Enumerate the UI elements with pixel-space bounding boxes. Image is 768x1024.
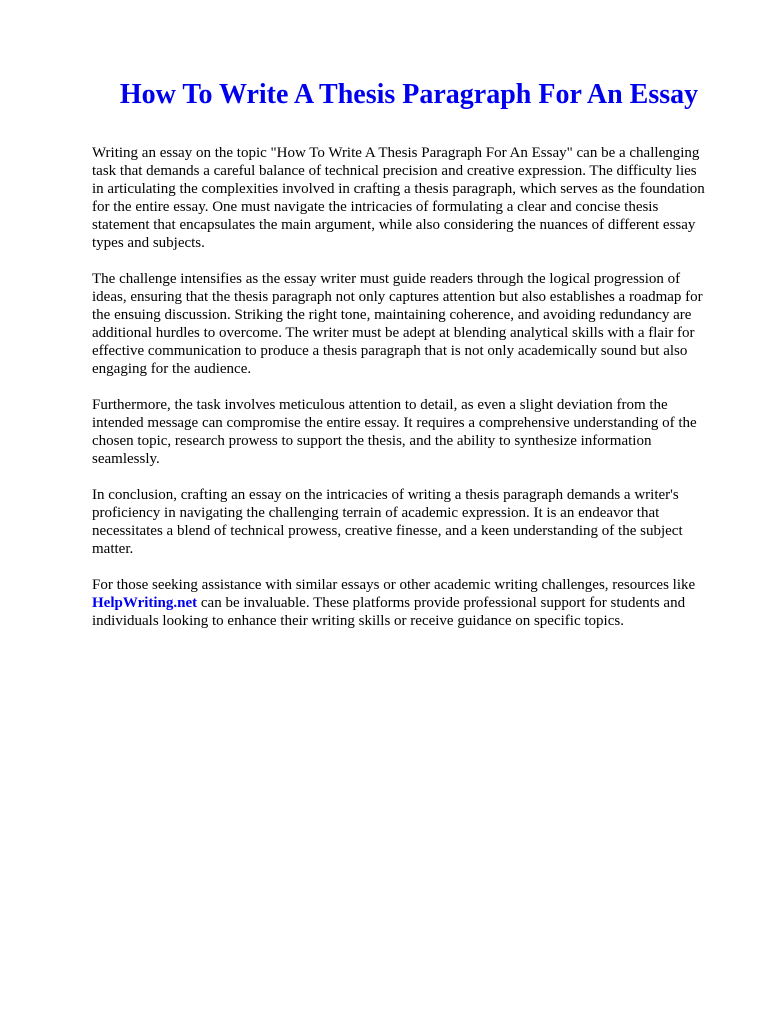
paragraph-1: Writing an essay on the topic "How To Write A Thesis Paragraph For An Essay" can be a challenging task that demands a careful balance of technical precision and creative expression. The difficulty lies in articulating the complexities involved in crafting a thesis paragraph, which serves as the foundation for the entire essay. One must navigate the intricacies of formulating a clear and concise thesis statement that encapsulates the main argument, while also considering the nuances of different essay types and subjects.: [92, 145, 705, 251]
page-title: How To Write A Thesis Paragraph For An Essay: [119, 79, 699, 110]
document-body: [92, 144, 708, 630]
helpwriting-link[interactable]: HelpWriting.net: [92, 595, 198, 611]
paragraph-5-text-before-link: For those seeking assistance with similar essays or other academic writing challenges, resources like: [92, 577, 696, 593]
paragraph-5-text-after-link: can be invaluable. These platforms provide professional support for students and individuals looking to enhance their writing skills or receive guidance on specific topics.: [92, 595, 686, 629]
paragraph-4: In conclusion, crafting an essay on the intricacies of writing a thesis paragraph demands a writer's proficiency in navigating the challenging terrain of academic expression. It is an endeavor that necessitates a blend of technical prowess, creative finesse, and a keen understanding of the subject matter.: [92, 487, 683, 557]
paragraph-3: Furthermore, the task involves meticulous attention to detail, as even a slight deviation from the intended message can compromise the entire essay. It requires a comprehensive understanding of the chosen topic, research prowess to support the thesis, and the ability to synthesize information seamlessly.: [92, 397, 697, 467]
paragraph-5: [92, 576, 708, 630]
paragraph-2: The challenge intensifies as the essay writer must guide readers through the logical progression of ideas, ensuring that the thesis paragraph not only captures attention but also establishes a roadmap for the ensuing discussion. Striking the right tone, maintaining coherence, and avoiding redundancy are additional hurdles to overcome. The writer must be adept at blending analytical skills with a flair for effective communication to produce a thesis paragraph that is not only academically sound but also engaging for the audience.: [92, 271, 703, 377]
